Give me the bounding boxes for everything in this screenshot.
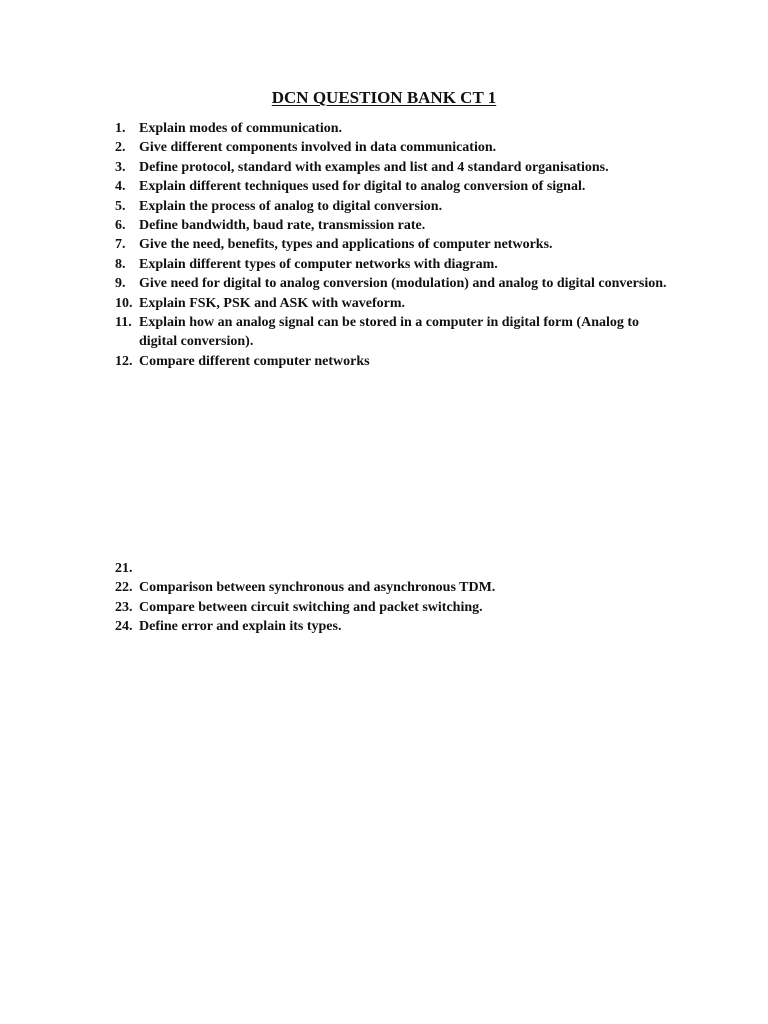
question-text: Compare between circuit switching and packet switching.: [139, 599, 483, 615]
question-list-part1: [115, 119, 675, 371]
question-text: Give the need, benefits, types and applications of computer networks.: [139, 237, 553, 253]
question-text: Compare different computer networks: [139, 353, 370, 369]
question-number: 1.: [115, 121, 126, 136]
question-number: 11.: [115, 315, 132, 331]
question-number: 2.: [115, 140, 126, 156]
question-text: Define error and explain its types.: [139, 619, 342, 635]
question-number: 7.: [115, 237, 126, 253]
question-number: 21.: [115, 561, 133, 576]
question-number: 9.: [115, 276, 126, 292]
question-number: 10.: [115, 295, 133, 311]
question-item: [115, 294, 675, 313]
question-item: [115, 617, 675, 636]
question-number: 6.: [115, 218, 126, 234]
question-number: 12.: [115, 353, 133, 369]
question-number: 8.: [115, 256, 126, 272]
question-number: 22.: [115, 580, 133, 596]
question-number: 4.: [115, 179, 126, 195]
question-item: [115, 313, 675, 352]
question-item: [115, 138, 675, 157]
question-number: 5.: [115, 198, 126, 214]
question-item: [115, 255, 675, 274]
question-text: Explain FSK, PSK and ASK with waveform.: [139, 295, 406, 311]
question-text: Explain how an analog signal can be stored in a computer in digital form (Analog to digital conversion).: [139, 315, 640, 350]
question-item: [115, 216, 675, 235]
question-item: [115, 274, 675, 293]
question-item: [115, 119, 675, 138]
question-item: [115, 559, 675, 578]
question-text: Explain the process of analog to digital conversion.: [139, 198, 443, 214]
question-item: [115, 177, 675, 196]
question-text: Explain modes of communication.: [139, 121, 343, 136]
question-number: 3.: [115, 159, 126, 175]
question-item: [115, 578, 675, 597]
question-item: [115, 352, 675, 371]
question-text: Define protocol, standard with examples and list and 4 standard organisations.: [139, 159, 609, 175]
question-item: [115, 598, 675, 617]
question-text: Give need for digital to analog conversion (modulation) and analog to digital conversion.: [139, 276, 667, 292]
question-text: Explain different types of computer networks with diagram.: [139, 256, 498, 272]
question-item: [115, 158, 675, 177]
question-text: [139, 559, 675, 578]
question-number: 23.: [115, 599, 133, 615]
question-text: Give different components involved in data communication.: [139, 140, 497, 156]
question-text: Comparison between synchronous and asynchronous TDM.: [139, 580, 496, 596]
question-number: 24.: [115, 619, 133, 635]
document-title: DCN QUESTION BANK CT 1: [271, 88, 497, 107]
question-item: [115, 235, 675, 254]
question-list-part2: [115, 559, 675, 637]
question-item: [115, 197, 675, 216]
question-text: Define bandwidth, baud rate, transmission rate.: [139, 218, 426, 234]
question-text: Explain different techniques used for digital to analog conversion of signal.: [139, 179, 586, 195]
